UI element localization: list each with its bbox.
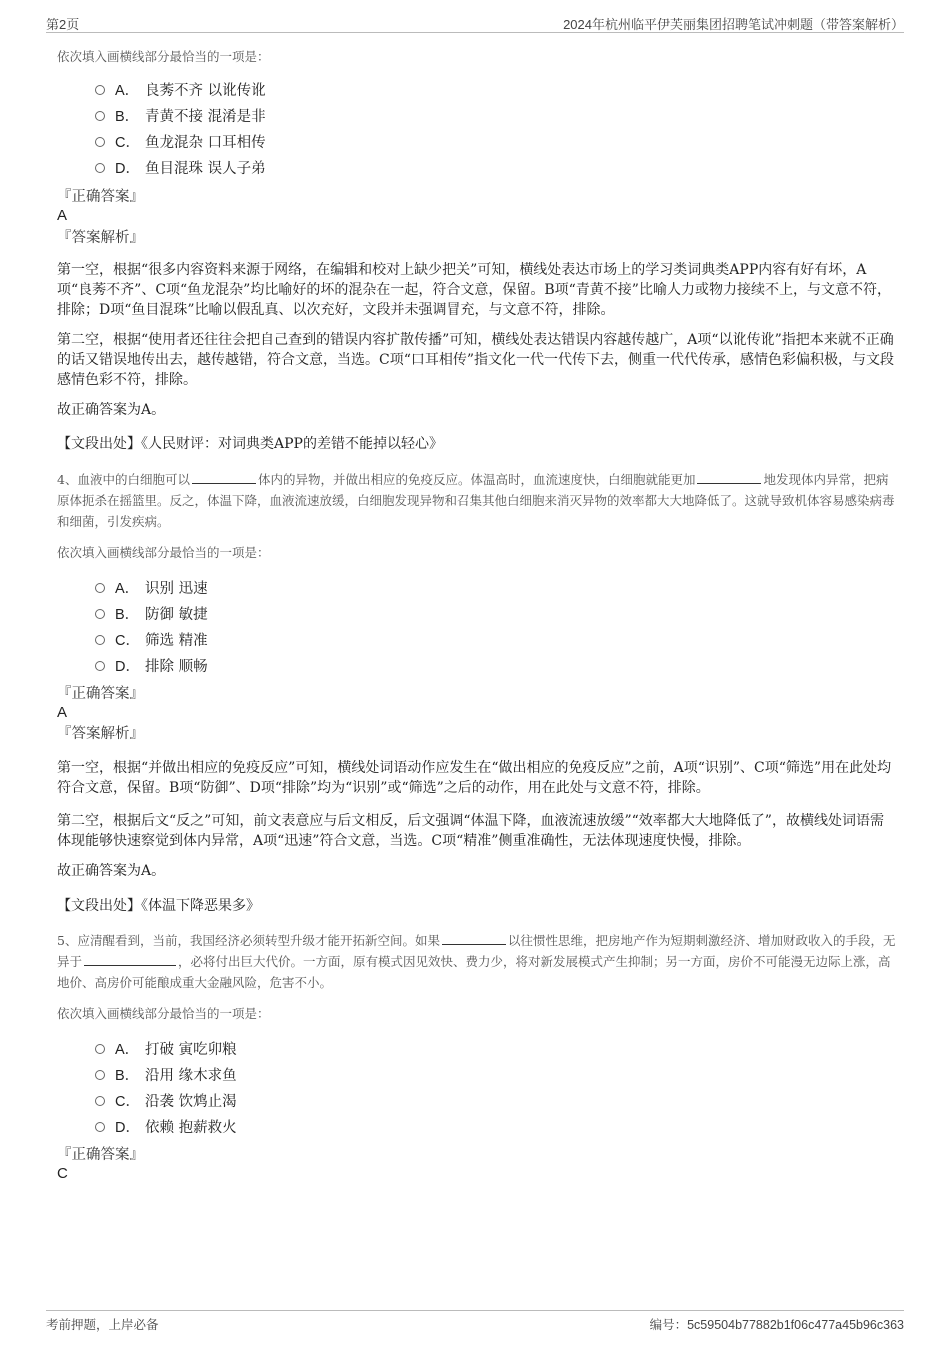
q4-analysis-label: 『答案解析』 (57, 726, 144, 742)
q5-answer: C (57, 1165, 68, 1182)
radio-icon[interactable] (95, 137, 105, 147)
fill-blank (192, 470, 256, 484)
q3-option-a[interactable]: A． 良莠不齐 以讹传讹 (95, 80, 266, 102)
q4-prompt: 依次填入画横线部分最恰当的一项是： (57, 545, 270, 560)
radio-icon[interactable] (95, 635, 105, 645)
radio-icon[interactable] (95, 661, 105, 671)
q5-option-d[interactable]: D． 依赖 抱薪救火 (95, 1117, 237, 1139)
radio-icon[interactable] (95, 583, 105, 593)
q5-prompt: 依次填入画横线部分最恰当的一项是： (57, 1006, 270, 1021)
q3-analysis-para-2: 第二空，根据“使用者还往往会把自己查到的错误内容扩散传播”可知，横线处表达错误内容越传越广，A项“以讹传讹”指把本来就不正确的话又错误地传出去，越传越错，符合文意，当选。C项“口耳相传”指文化一代一代传下去，侧重一代代传承，感情色彩偏积极，与文段感情色彩不符，排除。 (57, 332, 895, 388)
q5-option-c[interactable]: C． 沿袭 饮鸩止渴 (95, 1091, 237, 1113)
page-number: 第2页 (46, 17, 80, 32)
q3-prompt: 依次填入画横线部分最恰当的一项是： (57, 49, 270, 64)
radio-icon[interactable] (95, 1122, 105, 1132)
fill-blank (442, 931, 506, 945)
q3-analysis-label: 『答案解析』 (57, 230, 144, 246)
q3-answer-label: 『正确答案』 (57, 189, 144, 205)
q4-option-d[interactable]: D． 排除 顺畅 (95, 656, 208, 678)
q4-answer-label: 『正确答案』 (57, 686, 144, 702)
q3-option-c[interactable]: C． 鱼龙混杂 口耳相传 (95, 132, 266, 154)
q4-analysis-para-2: 第二空，根据后文“反之”可知，前文表意应与后文相反，后文强调“体温下降，血液流速放缓”“效率都大大地降低了”，故横线处词语需体现能够快速察觉到体内异常，A项“迅速”符合文意，当选。C项“精准”侧重准确性，无法体现速度快慢，排除。 (57, 813, 884, 849)
radio-icon[interactable] (95, 85, 105, 95)
footer-slogan: 考前押题，上岸必备 (46, 1318, 159, 1332)
q4-source: 【文段出处】《体温下降恶果多》 (57, 898, 260, 914)
q4-option-a[interactable]: A． 识别 迅速 (95, 578, 208, 600)
document-title: 2024年杭州临平伊芙丽集团招聘笔试冲刺题（带答案解析） (563, 17, 904, 32)
q3-option-d[interactable]: D． 鱼目混珠 误人子弟 (95, 158, 266, 180)
radio-icon[interactable] (95, 609, 105, 619)
page-footer (46, 1310, 904, 1335)
fill-blank (697, 470, 761, 484)
q4-analysis-para-1: 第一空，根据“并做出相应的免疫反应”可知，横线处词语动作应发生在“做出相应的免疫反应”之前，A项“识别”、C项“筛选”用在此处均符合文意，保留。B项“防御”、D项“排除”均为“识别”或“筛选”之后的动作，用在此处与文意不符，排除。 (57, 760, 892, 796)
q5-option-b[interactable]: B． 沿用 缘木求鱼 (95, 1065, 237, 1087)
q4-option-c[interactable]: C． 筛选 精准 (95, 630, 208, 652)
q3-source: 【文段出处】《人民财评：对词典类APP的差错不能掉以轻心》 (57, 436, 443, 452)
q4-conclusion: 故正确答案为A。 (57, 863, 166, 879)
q5-stem: 5、应清醒看到，当前，我国经济必须转型升级才能开拓新空间。如果 以往惯性思维，把房地产作为短期刺激经济、增加财政收入的手段，无异于 ，必将付出巨大代价。一方面，原有模式因见效快、费力少，将对新发展模式产生抑制；另一方面，房价不可能漫无边际上涨，高地价、高房价可能酿成重大金融风险，危害不小。 (57, 933, 896, 990)
q4-answer: A (57, 704, 68, 721)
q3-answer: A (57, 207, 68, 224)
radio-icon[interactable] (95, 1070, 105, 1080)
radio-icon[interactable] (95, 111, 105, 121)
q4-option-b[interactable]: B． 防御 敏捷 (95, 604, 208, 626)
radio-icon[interactable] (95, 1044, 105, 1054)
q3-conclusion: 故正确答案为A。 (57, 402, 166, 418)
q5-answer-label: 『正确答案』 (57, 1147, 144, 1163)
radio-icon[interactable] (95, 163, 105, 173)
page-header (46, 12, 904, 33)
q5-option-a[interactable]: A． 打破 寅吃卯粮 (95, 1039, 237, 1061)
q3-option-b[interactable]: B． 青黄不接 混淆是非 (95, 106, 266, 128)
q3-analysis-para-1: 第一空，根据“很多内容资料来源于网络，在编辑和校对上缺少把关”可知，横线处表达市场上的学习类词典类APP内容有好有坏，A项“良莠不齐”、C项“鱼龙混杂”均比喻好的坏的混杂在一起，符合文意，保留。B项“青黄不接”比喻人力或物力接续不上，与文意不符，排除；D项“鱼目混珠”比喻以假乱真、以次充好，文段并未强调冒充，与文意不符，排除。 (57, 262, 891, 318)
radio-icon[interactable] (95, 1096, 105, 1106)
fill-blank (84, 952, 176, 966)
q4-stem: 4、血液中的白细胞可以 体内的异物，并做出相应的免疫反应。体温高时，血流速度快，白细胞就能更加 地发现体内异常，把病原体扼杀在摇篮里。反之，体温下降，血液流速放缓，白细胞发现异物和召集其他白细胞来消灭异物的效率都大大地降低了。这就导致机体容易感染病毒和细菌，引发疾病。 (57, 472, 895, 529)
document-id: 编号：5c59504b77882b1f06c477a45b96c363 (649, 1318, 904, 1332)
